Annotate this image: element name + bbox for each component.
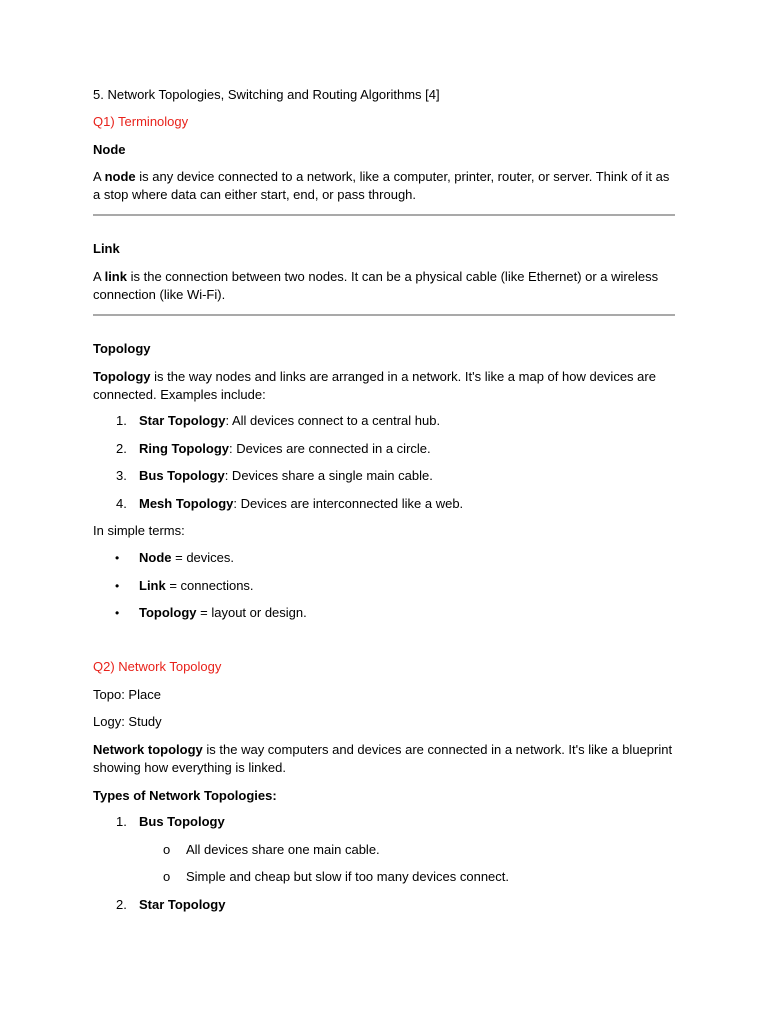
topology-paragraph-line1	[93, 368, 656, 386]
list-item-desc: : Devices share a single main cable.	[224, 468, 433, 483]
bullet-item	[139, 549, 234, 567]
link-term: link	[104, 269, 127, 284]
list-number: 2.	[116, 897, 127, 912]
list-number: 3.	[116, 468, 127, 483]
link-desc: is the connection between two nodes. It can be a physical cable (like Ethernet) or a wireless	[126, 269, 659, 284]
bullet-term: Topology	[139, 605, 197, 620]
bullet-term: Link	[139, 578, 166, 593]
sub-list-item: All devices share one main cable.	[186, 842, 380, 857]
q2-title: Q2) Network Topology	[93, 659, 222, 674]
list-item	[139, 412, 440, 430]
simple-terms-label: In simple terms:	[93, 523, 185, 538]
sub-list-item: Simple and cheap but slow if too many devices connect.	[186, 869, 510, 884]
link-label: Link	[93, 241, 120, 256]
list-item-term: Bus Topology	[139, 814, 225, 829]
topology-desc: is the way nodes and links are arranged in a network. It's like a map of how devices are	[150, 369, 656, 384]
node-label: Node	[93, 142, 126, 157]
logy-definition: Logy: Study	[93, 714, 162, 729]
sub-bullet-icon: o	[163, 842, 171, 857]
link-paragraph-line1	[93, 268, 658, 286]
types-heading: Types of Network Topologies:	[93, 788, 277, 803]
horizontal-divider	[93, 314, 675, 316]
list-item-term: Star Topology	[139, 897, 226, 912]
topo-definition: Topo: Place	[93, 687, 161, 702]
list-number: 1.	[116, 814, 127, 829]
node-paragraph-line2: a stop where data can either start, end, or pass through.	[93, 187, 417, 202]
bullet-icon: •	[115, 606, 120, 620]
bullet-icon: •	[115, 551, 120, 565]
list-item	[139, 440, 431, 458]
network-topology-term: Network topology	[93, 742, 203, 757]
link-article: A	[93, 269, 105, 284]
topology-term: Topology	[93, 369, 151, 384]
bullet-term: Node	[139, 550, 172, 565]
list-number: 2.	[116, 441, 127, 456]
bullet-icon: •	[115, 579, 120, 593]
horizontal-divider	[93, 214, 675, 216]
network-topology-paragraph-line1	[93, 741, 672, 759]
list-item-desc: : Devices are connected in a circle.	[229, 441, 431, 456]
list-number: 1.	[116, 413, 127, 428]
node-term: node	[104, 169, 136, 184]
list-item	[139, 495, 463, 513]
sub-bullet-icon: o	[163, 869, 171, 884]
node-desc: is any device connected to a network, like a computer, printer, router, or server. Think of it as	[135, 169, 670, 184]
list-item-desc: : All devices connect to a central hub.	[225, 413, 441, 428]
topology-label: Topology	[93, 341, 151, 356]
network-topology-paragraph-line2: showing how everything is linked.	[93, 760, 286, 775]
node-paragraph-line1	[93, 168, 669, 186]
list-item-term: Ring Topology	[139, 441, 230, 456]
list-item-desc: : Devices are interconnected like a web.	[233, 496, 464, 511]
bullet-item	[139, 604, 307, 622]
list-item-term: Star Topology	[139, 413, 226, 428]
list-item-term: Mesh Topology	[139, 496, 234, 511]
node-article: A	[93, 169, 105, 184]
document-heading: 5. Network Topologies, Switching and Routing Algorithms [4]	[93, 87, 440, 102]
network-topology-desc: is the way computers and devices are connected in a network. It's like a blueprint	[202, 742, 673, 757]
bullet-desc: = connections.	[165, 578, 254, 593]
list-item-term: Bus Topology	[139, 468, 225, 483]
bullet-item	[139, 577, 254, 595]
list-item	[139, 467, 433, 485]
topology-paragraph-line2: connected. Examples include:	[93, 387, 266, 402]
link-paragraph-line2: connection (like Wi-Fi).	[93, 287, 226, 302]
bullet-desc: = layout or design.	[196, 605, 307, 620]
q1-title: Q1) Terminology	[93, 114, 189, 129]
bullet-desc: = devices.	[171, 550, 235, 565]
list-number: 4.	[116, 496, 127, 511]
